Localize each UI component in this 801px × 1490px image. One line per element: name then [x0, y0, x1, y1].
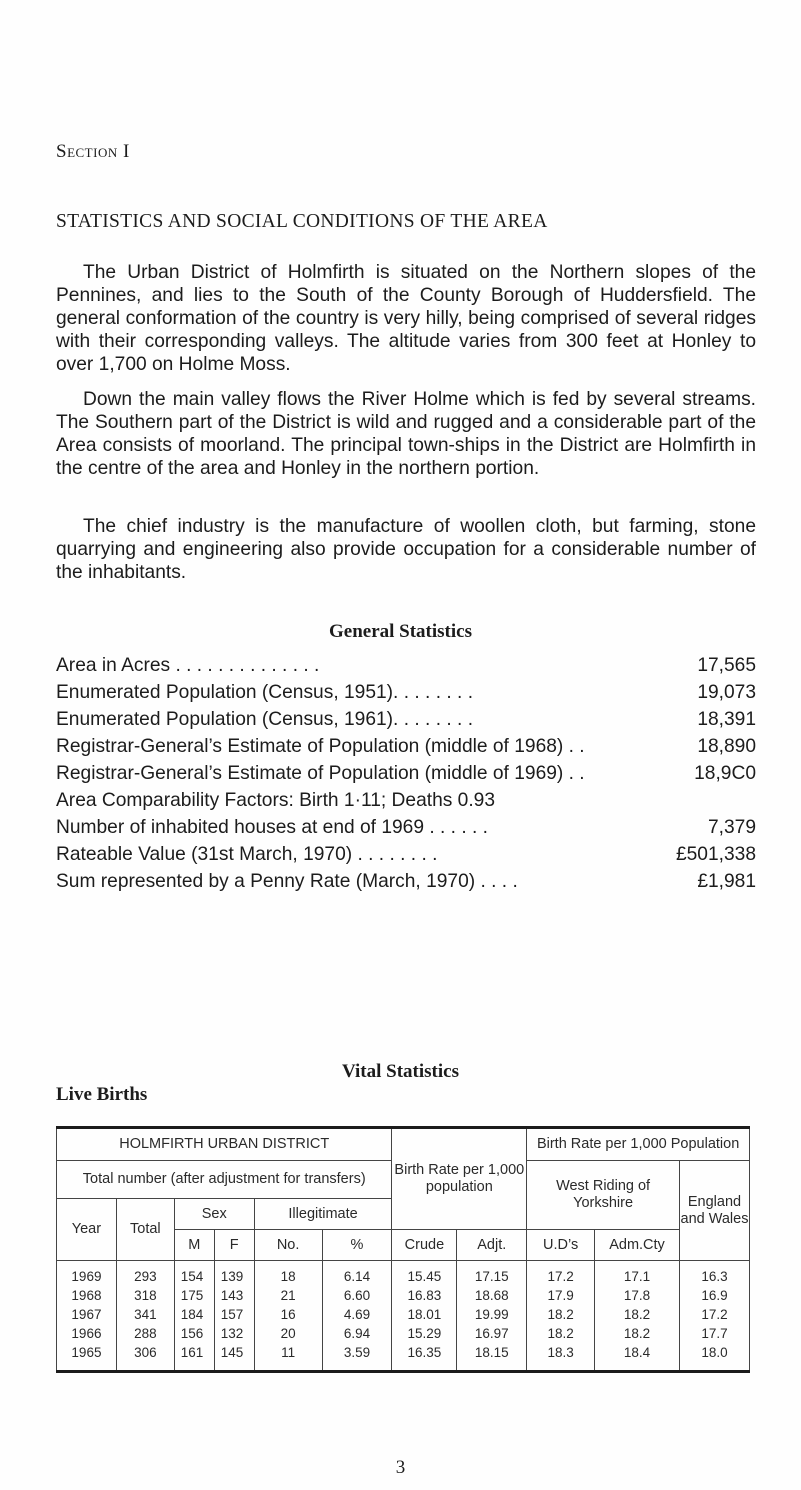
- illegitimate-percent-cell: 4.69: [322, 1305, 392, 1324]
- stat-row: [56, 763, 756, 790]
- year-cell: 1967: [57, 1305, 117, 1324]
- stat-value: 7,379: [707, 817, 756, 838]
- live-births-table: [56, 1126, 750, 1373]
- crude-rate-cell: 15.45: [392, 1261, 457, 1287]
- adjusted-rate-cell: 17.15: [457, 1261, 527, 1287]
- total-cell: 318: [116, 1286, 174, 1305]
- urban-districts-header: U.D’s: [527, 1230, 595, 1261]
- stat-row: [56, 682, 756, 709]
- stat-label: Number of inhabited houses at end of 1969 . . . . . .: [56, 817, 488, 838]
- stat-row: [56, 790, 756, 817]
- total-cell: 293: [116, 1261, 174, 1287]
- table-row: [57, 1324, 750, 1343]
- paragraph-river: Down the main valley flows the River Holme which is fed by several streams. The Southern part of the District is wild and rugged and a considerable part of the Area consists of moorland. The principal town-ships in the District are Holmfirth in the centre of the area and Honley in the northern portion.: [56, 389, 756, 479]
- admin-county-header: Adm.Cty: [595, 1230, 680, 1261]
- female-cell: 143: [214, 1286, 254, 1305]
- stat-label: Enumerated Population (Census, 1961). . . . . . . .: [56, 709, 474, 730]
- table-row: [57, 1261, 750, 1287]
- stat-label: Registrar-General’s Estimate of Population (middle of 1968) . .: [56, 736, 585, 757]
- england-wales-rate-cell: 17.2: [679, 1305, 749, 1324]
- total-number-header: Total number (after adjustment for transfers): [57, 1161, 392, 1199]
- adjusted-rate-cell: 18.15: [457, 1343, 527, 1372]
- sex-header: Sex: [174, 1199, 254, 1230]
- illegitimate-number-cell: 16: [254, 1305, 322, 1324]
- urban-districts-rate-cell: 17.2: [527, 1261, 595, 1287]
- urban-districts-rate-cell: 18.2: [527, 1305, 595, 1324]
- illegitimate-percent-cell: 6.60: [322, 1286, 392, 1305]
- stat-row: [56, 817, 756, 844]
- female-cell: 139: [214, 1261, 254, 1287]
- birth-rate-population-header: Birth Rate per 1,000 Population: [527, 1128, 750, 1161]
- stat-label: Registrar-General’s Estimate of Population (middle of 1969) . .: [56, 763, 585, 784]
- total-cell: 341: [116, 1305, 174, 1324]
- urban-districts-rate-cell: 18.2: [527, 1324, 595, 1343]
- male-cell: 175: [174, 1286, 214, 1305]
- year-cell: 1968: [57, 1286, 117, 1305]
- live-births-heading: Live Births: [56, 1084, 148, 1105]
- illegitimate-header: Illegitimate: [254, 1199, 392, 1230]
- illegitimate-percent-cell: 6.14: [322, 1261, 392, 1287]
- year-cell: 1969: [57, 1261, 117, 1287]
- total-header: Total: [116, 1199, 174, 1261]
- stat-row: [56, 709, 756, 736]
- illegitimate-number-cell: 11: [254, 1343, 322, 1372]
- paragraph-location: The Urban District of Holmfirth is situated on the Northern slopes of the Pennines, and lies to the South of the County Borough of Huddersfield. The general conformation of the country is very hilly, being comprised of several ridges with their corresponding valleys. The altitude varies from 300 feet at Honley to over 1,700 on Holme Moss.: [56, 262, 756, 375]
- illegitimate-number-cell: 20: [254, 1324, 322, 1343]
- stat-value: 18,9C0: [694, 763, 756, 784]
- illegitimate-number-cell: 18: [254, 1261, 322, 1287]
- male-cell: 184: [174, 1305, 214, 1324]
- year-cell: 1965: [57, 1343, 117, 1372]
- admin-county-rate-cell: 18.2: [595, 1324, 680, 1343]
- male-cell: 154: [174, 1261, 214, 1287]
- total-cell: 306: [116, 1343, 174, 1372]
- female-cell: 157: [214, 1305, 254, 1324]
- illegitimate-percent-header: %: [322, 1230, 392, 1261]
- table-row: [57, 1305, 750, 1324]
- england-wales-rate-cell: 18.0: [679, 1343, 749, 1372]
- female-header: F: [214, 1230, 254, 1261]
- england-wales-rate-cell: 16.3: [679, 1261, 749, 1287]
- birth-rate-header: Birth Rate per 1,000 population: [392, 1128, 527, 1230]
- paragraph-industry: The chief industry is the manufacture of woollen cloth, but farming, stone quarrying and engineering also provide occupation for a considerable number of the inhabitants.: [56, 516, 756, 583]
- section-label: Section I: [56, 141, 130, 162]
- live-births-table-wrapper: [56, 1126, 750, 1388]
- west-riding-header: West Riding of Yorkshire: [527, 1161, 680, 1230]
- crude-rate-cell: 16.35: [392, 1343, 457, 1372]
- urban-districts-rate-cell: 18.3: [527, 1343, 595, 1372]
- admin-county-rate-cell: 17.8: [595, 1286, 680, 1305]
- stat-label: Area in Acres . . . . . . . . . . . . . .: [56, 655, 320, 676]
- male-header: M: [174, 1230, 214, 1261]
- stat-label: Area Comparability Factors: Birth 1·11; Deaths 0.93: [56, 790, 496, 811]
- crude-rate-cell: 16.83: [392, 1286, 457, 1305]
- vital-statistics-heading: Vital Statistics: [342, 1061, 459, 1082]
- england-wales-rate-cell: 17.7: [679, 1324, 749, 1343]
- total-cell: 288: [116, 1324, 174, 1343]
- table-row: [57, 1286, 750, 1305]
- general-statistics-heading: General Statistics: [328, 621, 472, 642]
- illegitimate-number-cell: 21: [254, 1286, 322, 1305]
- adjusted-rate-cell: 19.99: [457, 1305, 527, 1324]
- illegitimate-percent-cell: 3.59: [322, 1343, 392, 1372]
- england-wales-rate-cell: 16.9: [679, 1286, 749, 1305]
- stat-row: [56, 844, 756, 871]
- stat-label: Enumerated Population (Census, 1951). . . . . . . .: [56, 682, 474, 703]
- year-header: Year: [57, 1199, 117, 1261]
- england-wales-header: England and Wales: [679, 1161, 749, 1261]
- illegitimate-number-header: No.: [254, 1230, 322, 1261]
- page-title: STATISTICS AND SOCIAL CONDITIONS OF THE AREA: [56, 211, 548, 232]
- stat-row: [56, 736, 756, 763]
- stat-value: 19,073: [697, 682, 756, 703]
- stat-value: 18,391: [697, 709, 756, 730]
- stat-row: [56, 655, 756, 682]
- page-number: 3: [395, 1457, 406, 1478]
- crude-rate-cell: 18.01: [392, 1305, 457, 1324]
- stat-value: £501,338: [675, 844, 756, 865]
- district-header: HOLMFIRTH URBAN DISTRICT: [57, 1128, 392, 1161]
- admin-county-rate-cell: 18.2: [595, 1305, 680, 1324]
- crude-rate-cell: 15.29: [392, 1324, 457, 1343]
- adjusted-header: Adjt.: [457, 1230, 527, 1261]
- female-cell: 145: [214, 1343, 254, 1372]
- male-cell: 156: [174, 1324, 214, 1343]
- stat-row: [56, 871, 756, 898]
- stat-value: 18,890: [697, 736, 756, 757]
- table-row: [57, 1343, 750, 1372]
- stat-label: Sum represented by a Penny Rate (March, 1970) . . . .: [56, 871, 518, 892]
- stat-value: £1,981: [697, 871, 756, 892]
- general-statistics-list: [56, 655, 756, 898]
- year-cell: 1966: [57, 1324, 117, 1343]
- admin-county-rate-cell: 17.1: [595, 1261, 680, 1287]
- female-cell: 132: [214, 1324, 254, 1343]
- adjusted-rate-cell: 18.68: [457, 1286, 527, 1305]
- crude-header: Crude: [392, 1230, 457, 1261]
- stat-value: 17,565: [697, 655, 756, 676]
- adjusted-rate-cell: 16.97: [457, 1324, 527, 1343]
- male-cell: 161: [174, 1343, 214, 1372]
- stat-label: Rateable Value (31st March, 1970) . . . . . . . .: [56, 844, 438, 865]
- admin-county-rate-cell: 18.4: [595, 1343, 680, 1372]
- urban-districts-rate-cell: 17.9: [527, 1286, 595, 1305]
- illegitimate-percent-cell: 6.94: [322, 1324, 392, 1343]
